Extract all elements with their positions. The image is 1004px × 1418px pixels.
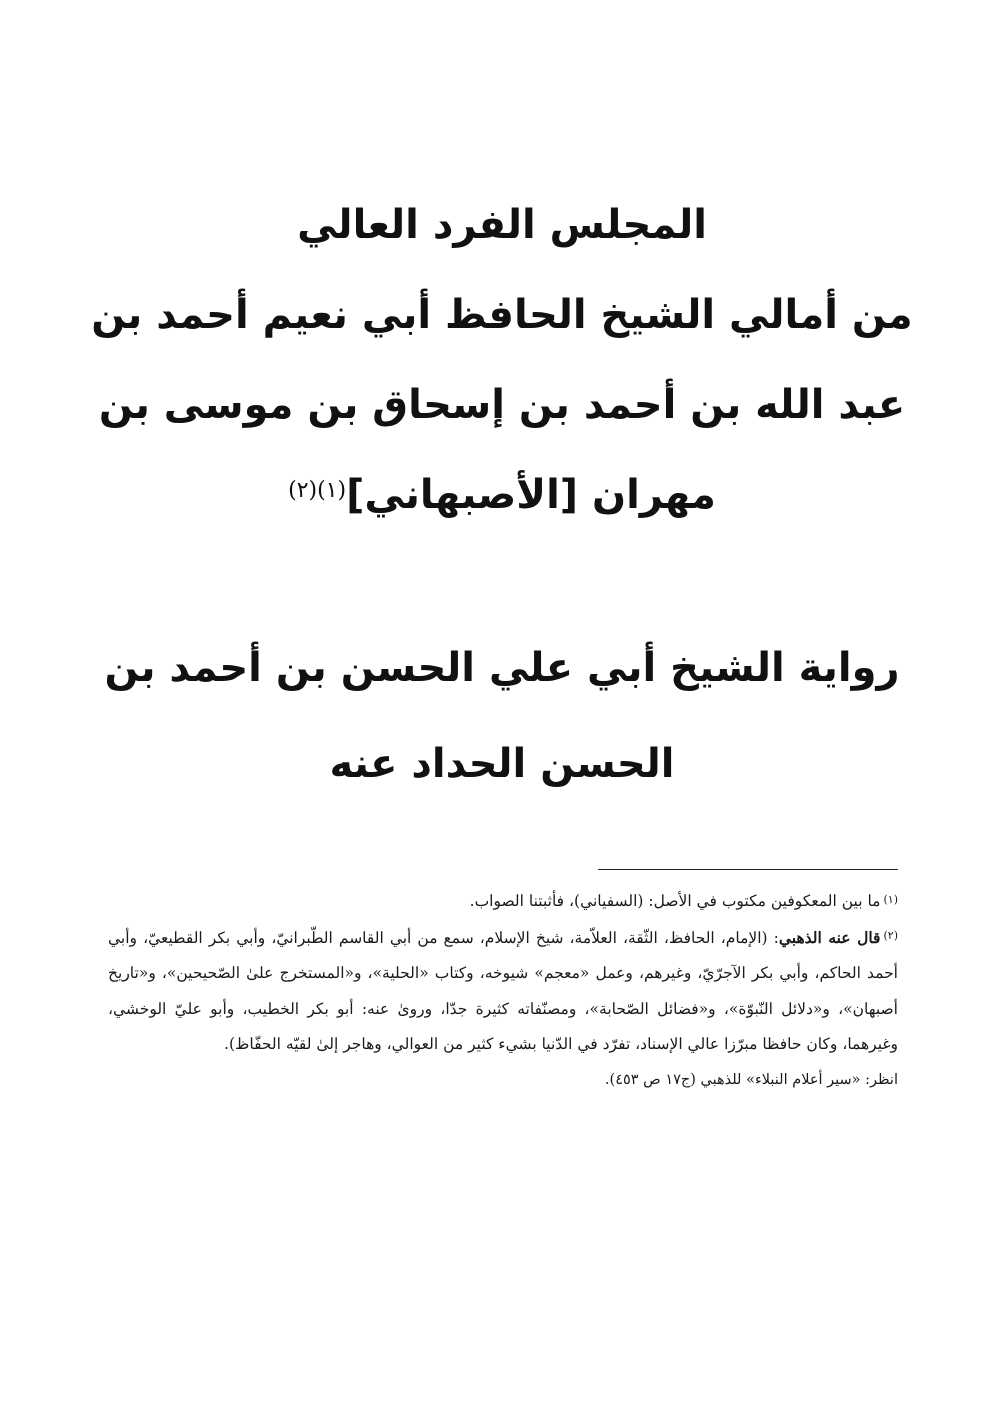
footnote-2 — [108, 920, 898, 1099]
footnote-1 — [108, 884, 898, 920]
narration-heading — [90, 620, 914, 812]
footnote-2-lead: قال عنه الذهبي — [778, 927, 881, 947]
narration-line-2: الحسن الحداد عنه — [329, 741, 675, 787]
book-title — [90, 180, 914, 540]
footnotes-section — [108, 884, 898, 1098]
footnote-reference-marks: (١)(٢) — [288, 478, 347, 503]
footnote-2-text: : (الإمام، الحافظ، الثّقة، العلاّمة، شيخ الإسلام، سمع من أبي القاسم الطّبرانيّ، وأبي بكر القطيعيّ، وأبي أحمد الحاكم، وأبي بكر الآجرّيّ، وغيرهم، وعمل «معجم» شيوخه، وكتاب «الحلية»، و«المستخرج علىٰ الصّحيحين»، و«تاريخ أصبهان»، و«دلائل النّبوّة»، و«فضائل الصّحابة»، ومصنّفاته كثيرة جدّا، وروىٰ عنه: أبو بكر الخطيب، وأبو عليّ الوخشي، وغيرهما، وكان حافظا مبرّزا عالي الإسناد، تفرّد في الدّنيا بشيء كثير من العوالي، وهاجر إلىٰ لقيّه الحفّاظ). — [108, 928, 898, 1053]
footnote-1-mark: (١) — [883, 893, 898, 906]
footnote-separator — [598, 869, 898, 870]
title-line-3: عبد الله بن أحمد بن إسحاق بن موسى بن — [98, 382, 906, 428]
title-line-2: من أمالي الشيخ الحافظ أبي نعيم أحمد بن — [91, 292, 913, 338]
title-line-4 — [90, 450, 914, 540]
footnote-2-reference: انظر: «سير أعلام النبلاء» للذهبي (ج١٧ ص ٤٥٣). — [604, 1071, 898, 1088]
narration-line-1: رواية الشيخ أبي علي الحسن بن أحمد بن — [104, 645, 900, 691]
title-line-1: المجلس الفرد العالي — [297, 202, 707, 248]
footnote-1-text: ما بين المعكوفين مكتوب في الأصل: (السفياني)، فأثبتنا الصواب. — [469, 892, 881, 910]
footnote-2-mark: (٢) — [883, 928, 898, 942]
title-line-4-text: مهران [الأصبهاني] — [346, 472, 716, 518]
